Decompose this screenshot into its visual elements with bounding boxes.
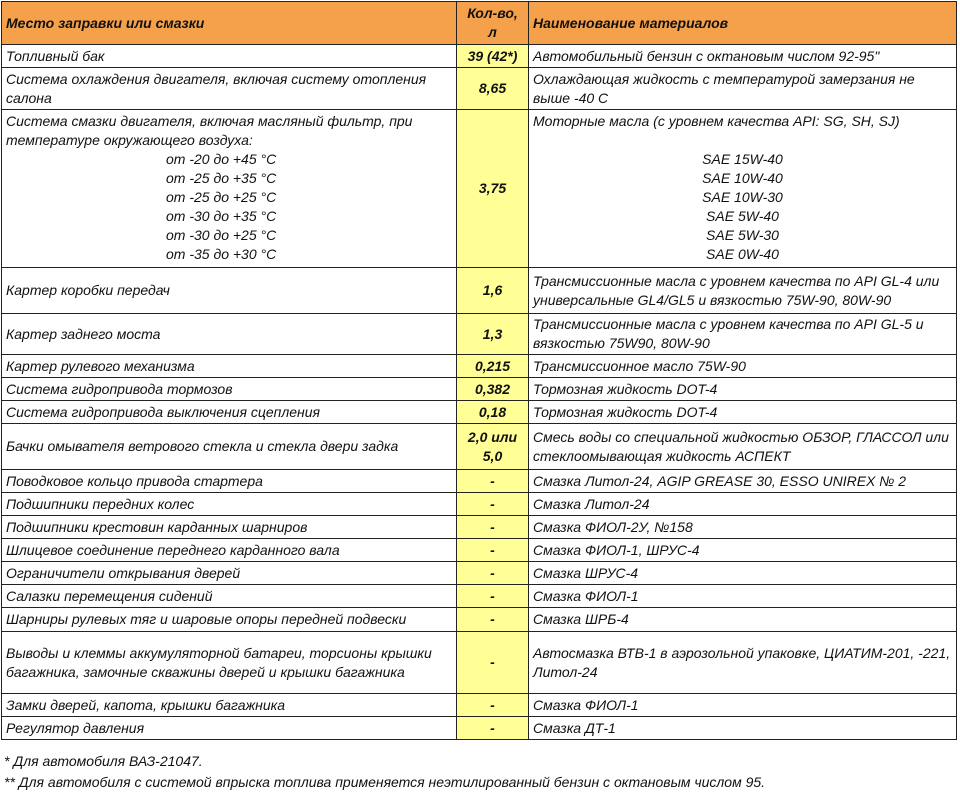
- table-row: [2, 694, 957, 717]
- row-qty: -: [457, 717, 529, 740]
- row-qty: -: [457, 632, 529, 694]
- table-row: [2, 608, 957, 632]
- table-row: [2, 401, 957, 424]
- row-material: Смазка ФИОЛ-1: [529, 694, 957, 717]
- temp-range: от -25 до +35 °С: [166, 170, 277, 186]
- oil-grade: SAE 10W-40: [702, 170, 783, 186]
- row-material: Смазка ШРБ-4: [529, 608, 957, 632]
- row-qty: 1,6: [457, 268, 529, 314]
- oil-grade: SAE 10W-30: [702, 189, 783, 205]
- oil-material-label: Моторные масла (с уровнем качества API: SG, SH, SJ): [533, 113, 900, 129]
- row-qty: -: [457, 562, 529, 585]
- oil-grade: SAE 5W-40: [706, 208, 779, 224]
- row-material: Трансмиссионные масла с уровнем качества по API GL-5 и вязкостью 75W90, 80W-90: [529, 314, 957, 355]
- row-material: Смазка Литол-24: [529, 493, 957, 516]
- row-place: Салазки перемещения сидений: [2, 585, 457, 608]
- row-qty: 2,0 или 5,0: [457, 424, 529, 470]
- table-row: [2, 45, 957, 68]
- row-material: Смазка ФИОЛ-1: [529, 585, 957, 608]
- row-qty: -: [457, 585, 529, 608]
- header-qty: Кол-во, л: [457, 2, 529, 45]
- row-material-oil: [529, 110, 957, 268]
- row-qty: 8,65: [457, 68, 529, 110]
- table-row: [2, 562, 957, 585]
- header-material: Наименование материалов: [529, 2, 957, 45]
- row-material: Смесь воды со специальной жидкостью ОБЗОР, ГЛАССОЛ или стеклоомывающая жидкость АСПЕКТ: [529, 424, 957, 470]
- temp-range: от -35 до +30 °С: [166, 246, 277, 262]
- row-place: Картер рулевого механизма: [2, 355, 457, 378]
- row-material: Смазка ШРУС-4: [529, 562, 957, 585]
- row-qty: -: [457, 493, 529, 516]
- table-row: [2, 516, 957, 539]
- row-qty: 0,18: [457, 401, 529, 424]
- row-material: Смазка Литол-24, AGIP GREASE 30, ESSO UNIREX № 2: [529, 470, 957, 493]
- temp-range: от -20 до +45 °С: [166, 151, 277, 167]
- row-qty: -: [457, 694, 529, 717]
- table-row: [2, 632, 957, 694]
- table-row: [2, 68, 957, 110]
- footnote-2: ** Для автомобиля с системой впрыска топлива применяется неэтилированный бензин с октановым числом 95.: [4, 774, 766, 790]
- row-place: Подшипники передних колес: [2, 493, 457, 516]
- row-place: Картер коробки передач: [2, 268, 457, 314]
- lubrication-table: [1, 1, 957, 740]
- row-qty: 3,75: [457, 110, 529, 268]
- table-row: [2, 314, 957, 355]
- row-material: Смазка ФИОЛ-1, ШРУС-4: [529, 539, 957, 562]
- table-row: [2, 355, 957, 378]
- table-row: [2, 585, 957, 608]
- table-row: [2, 110, 957, 268]
- row-material: Смазка ФИОЛ-2У, №158: [529, 516, 957, 539]
- row-qty: -: [457, 539, 529, 562]
- row-qty: 0,382: [457, 378, 529, 401]
- row-place: Выводы и клеммы аккумуляторной батареи, торсионы крышки багажника, замочные скважины дверей и крышки багажника: [2, 632, 457, 694]
- row-material: Смазка ДТ-1: [529, 717, 957, 740]
- header-place: Место заправки или смазки: [2, 2, 457, 45]
- table-row: [2, 717, 957, 740]
- table-row: [2, 539, 957, 562]
- oil-grade: SAE 15W-40: [702, 151, 783, 167]
- oil-system-label: Система смазки двигателя, включая масляный фильтр, при температуре окружающего воздуха:: [6, 113, 413, 148]
- row-place: Система гидропривода выключения сцепления: [2, 401, 457, 424]
- row-place: Ограничители открывания дверей: [2, 562, 457, 585]
- row-qty: -: [457, 608, 529, 632]
- temp-range: от -25 до +25 °С: [166, 189, 277, 205]
- row-place: Картер заднего моста: [2, 314, 457, 355]
- row-material: Автомобильный бензин с октановым числом 92-95": [529, 45, 957, 68]
- row-place: Шлицевое соединение переднего карданного вала: [2, 539, 457, 562]
- footnotes: [4, 751, 765, 793]
- row-qty: 39 (42*): [457, 45, 529, 68]
- row-material: Трансмиссионные масла с уровнем качества по API GL-4 или универсальные GL4/GL5 и вязкостью 75W-90, 80W-90: [529, 268, 957, 314]
- row-place: Регулятор давления: [2, 717, 457, 740]
- row-place-oil: [2, 110, 457, 268]
- oil-grade: SAE 0W-40: [706, 246, 779, 262]
- table-row: [2, 268, 957, 314]
- row-place: Топливный бак: [2, 45, 457, 68]
- row-material: Охлаждающая жидкость с температурой замерзания не выше -40 С: [529, 68, 957, 110]
- footnote-1: * Для автомобиля ВАЗ-21047.: [4, 753, 203, 769]
- header-row: [2, 2, 957, 45]
- temp-range: от -30 до +25 °С: [166, 227, 277, 243]
- row-material: Трансмиссионное масло 75W-90: [529, 355, 957, 378]
- row-place: Замки дверей, капота, крышки багажника: [2, 694, 457, 717]
- table-row: [2, 470, 957, 493]
- table-row: [2, 424, 957, 470]
- row-qty: 1,3: [457, 314, 529, 355]
- row-place: Шарниры рулевых тяг и шаровые опоры передней подвески: [2, 608, 457, 632]
- row-material: Тормозная жидкость DOT-4: [529, 378, 957, 401]
- spacer: [533, 131, 952, 150]
- row-place: Система гидропривода тормозов: [2, 378, 457, 401]
- row-place: Бачки омывателя ветрового стекла и стекла двери задка: [2, 424, 457, 470]
- temp-range: от -30 до +35 °С: [166, 208, 277, 224]
- row-place: Система охлаждения двигателя, включая систему отопления салона: [2, 68, 457, 110]
- row-qty: -: [457, 516, 529, 539]
- row-place: Поводковое кольцо привода стартера: [2, 470, 457, 493]
- row-material: Автосмазка ВТВ-1 в аэрозольной упаковке, ЦИАТИМ-201, -221, Литол-24: [529, 632, 957, 694]
- row-material: Тормозная жидкость DOT-4: [529, 401, 957, 424]
- oil-grade: SAE 5W-30: [706, 227, 779, 243]
- row-qty: -: [457, 470, 529, 493]
- row-place: Подшипники крестовин карданных шарниров: [2, 516, 457, 539]
- table-row: [2, 493, 957, 516]
- row-qty: 0,215: [457, 355, 529, 378]
- table-row: [2, 378, 957, 401]
